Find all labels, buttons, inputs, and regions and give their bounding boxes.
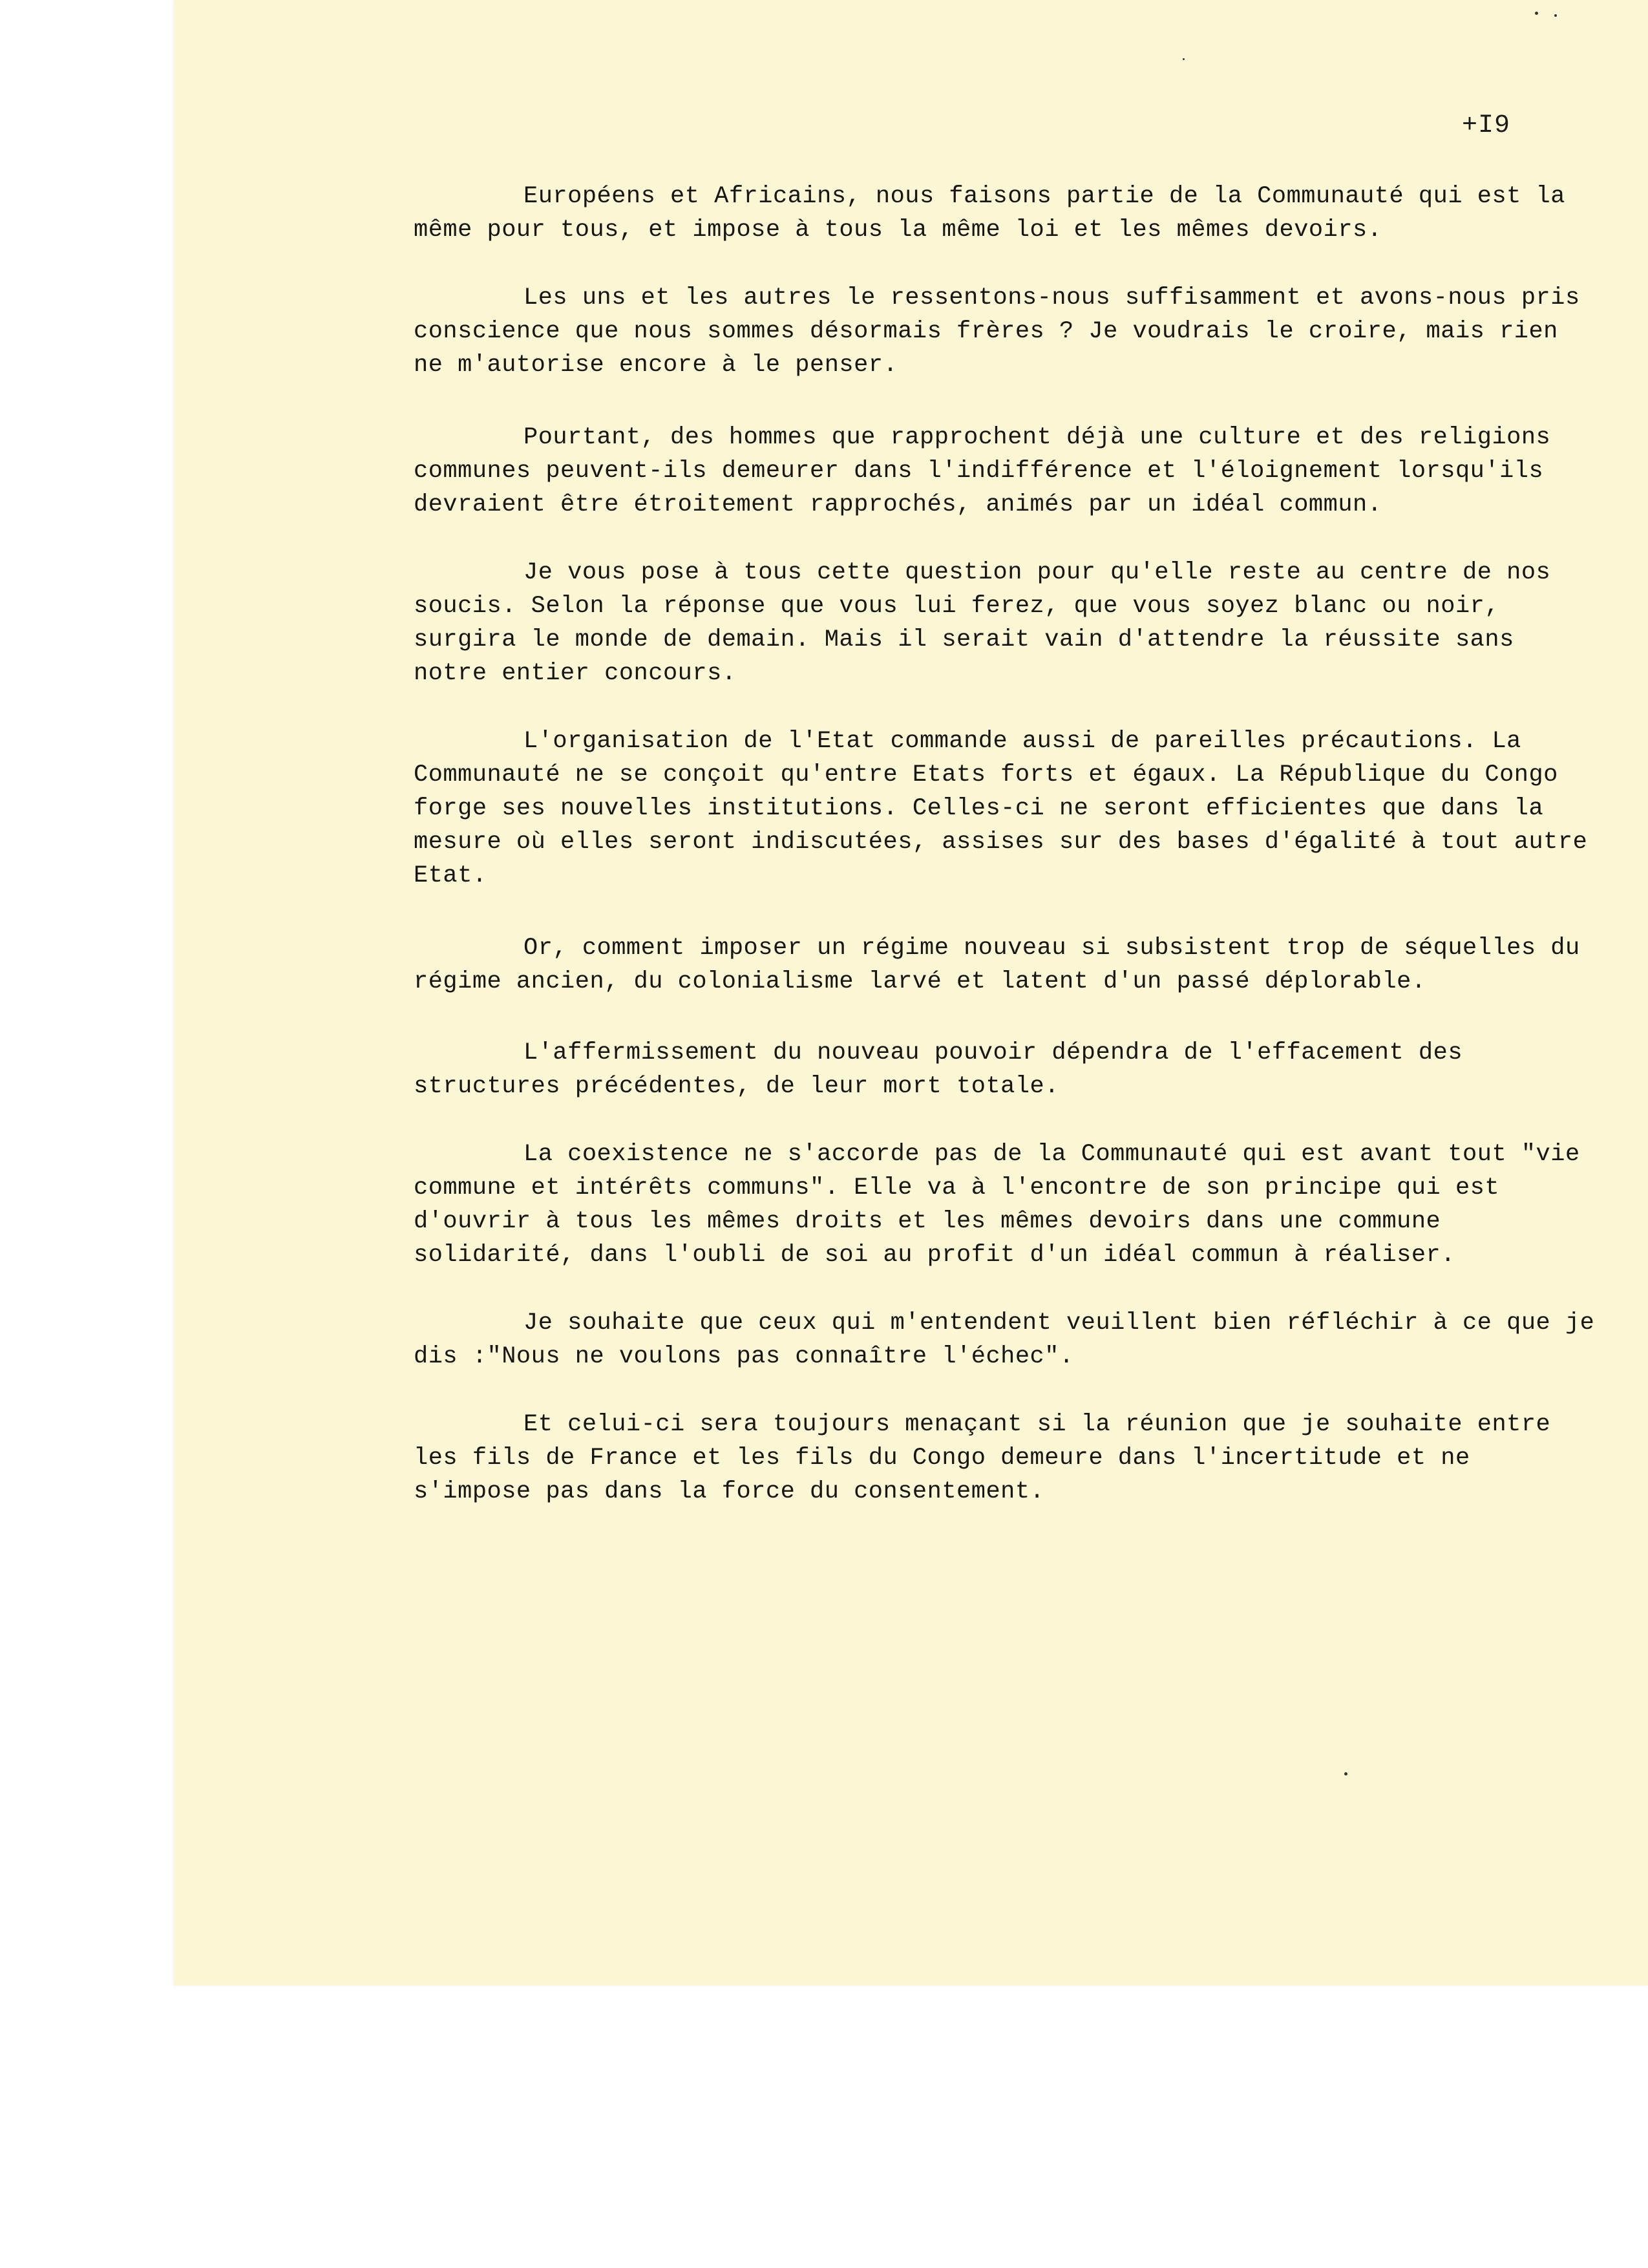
paragraph: Européens et Africains, nous faisons partie de la Communauté qui est la même pour tous, et impose à tous la même loi et les mêmes devoirs. bbox=[414, 183, 1565, 244]
paragraph: L'organisation de l'Etat commande aussi de pareilles précautions. La Communauté ne se conçoit qu'entre Etats forts et égaux. La République du Congo forge ses nouvelles institutions. Celles-ci ne seront efficientes que dans la mesure où elles seront indiscutées, assises sur des bases d'égalité à tout autre Etat. bbox=[414, 728, 1588, 889]
ink-speck bbox=[1344, 1772, 1347, 1775]
paragraph: Les uns et les autres le ressentons-nous suffisamment et avons-nous pris conscience que nous sommes désormais frères ? Je voudrais le croire, mais rien ne m'autorise encore à le penser. bbox=[414, 284, 1580, 379]
paragraph: La coexistence ne s'accorde pas de la Communauté qui est avant tout "vie commune et intérêts communs". Elle va à l'encontre de son principe qui est d'ouvrir à tous les mêmes droits et les mêmes devoirs dans une commune solidarité, dans l'oubli de soi au profit d'un idéal commun à réaliser. bbox=[414, 1141, 1580, 1269]
ink-speck bbox=[1554, 14, 1557, 17]
paragraph: Je souhaite que ceux qui m'entendent veuillent bien réfléchir à ce que je dis :"Nous ne voulons pas connaître l'échec". bbox=[414, 1309, 1595, 1370]
paragraph: Pourtant, des hommes que rapprochent déjà une culture et des religions communes peuvent-ils demeurer dans l'indifférence et l'éloignement lorsqu'ils devraient être étroitement rapprochés, animés par un idéal commun. bbox=[414, 424, 1551, 518]
ink-speck bbox=[1183, 58, 1185, 60]
page-number: +I9 bbox=[1462, 111, 1511, 140]
paragraph: L'affermissement du nouveau pouvoir dépendra de l'effacement des structures précédentes, de leur mort totale. bbox=[414, 1039, 1463, 1100]
document-body bbox=[414, 180, 1596, 1543]
paragraph: Et celui-ci sera toujours menaçant si la réunion que je souhaite entre les fils de France et les fils du Congo demeure dans l'incertitude et ne s'impose pas dans la force du consentement. bbox=[414, 1411, 1551, 1505]
paragraph: Or, comment imposer un régime nouveau si subsistent trop de séquelles du régime ancien, du colonialisme larvé et latent d'un passé déplorable. bbox=[414, 935, 1580, 995]
ink-speck bbox=[1535, 12, 1538, 15]
paragraph: Je vous pose à tous cette question pour qu'elle reste au centre de nos soucis. Selon la réponse que vous lui ferez, que vous soyez blanc ou noir, surgira le monde de demain. Mais il serait vain d'attendre la réussite sans notre entier concours. bbox=[414, 559, 1551, 687]
